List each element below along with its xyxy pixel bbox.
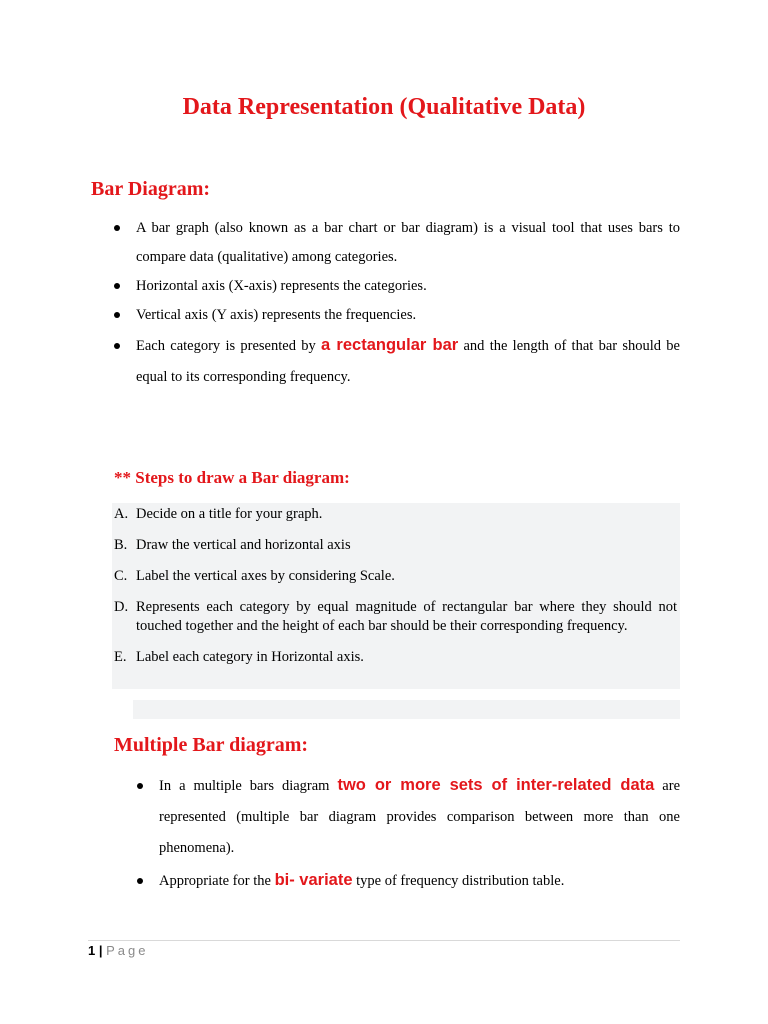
page-footer <box>88 943 149 958</box>
step-item: D. Represents each category by equal magnitude of rectangular bar where they should not touched together and the height of each bar should be their corresponding frequency. <box>114 599 677 634</box>
step-item: C. Label the vertical axes by considering Scale. <box>114 568 395 584</box>
steps-heading: ** Steps to draw a Bar diagram: <box>114 468 350 487</box>
bullet-icon <box>137 878 143 884</box>
page-number: 1 <box>88 943 96 958</box>
highlight-text: two or more sets of inter-related data <box>337 776 655 794</box>
step-item: A. Decide on a title for your graph. <box>114 506 323 522</box>
bullet-icon <box>114 283 120 289</box>
steps-background-extension <box>133 700 680 719</box>
steps-list <box>114 503 677 667</box>
step-item: B. Draw the vertical and horizontal axis <box>114 537 351 553</box>
list-item: A bar graph (also known as a bar chart or bar diagram) is a visual tool that uses bars to compare data (qualitative) among categories. <box>110 214 680 272</box>
bullet-icon <box>114 312 120 318</box>
highlight-text: a rectangular bar <box>321 336 459 354</box>
bullet-icon <box>114 225 120 231</box>
bullet-icon <box>137 783 143 789</box>
list-item: Horizontal axis (X-axis) represents the categories. <box>110 272 680 301</box>
footer-separator: | <box>98 943 103 958</box>
highlight-text: bi- variate <box>274 871 353 889</box>
list-item: Vertical axis (Y axis) represents the frequencies. <box>110 301 680 330</box>
multiple-bar-bullet-list <box>133 770 680 897</box>
list-item: Each category is presented by a rectangular bar and the length of that bar should be equal to its corresponding frequency. <box>110 330 680 393</box>
bar-diagram-bullet-list <box>110 214 680 393</box>
page-title: Data Representation (Qualitative Data) <box>182 94 586 120</box>
multiple-bar-heading: Multiple Bar diagram: <box>114 734 309 756</box>
bar-diagram-heading: Bar Diagram: <box>91 178 211 200</box>
bullet-icon <box>114 343 120 349</box>
footer-divider <box>88 940 680 941</box>
list-item: In a multiple bars diagram two or more sets of inter-related data are represented (multiple bar diagram provides comparison between more than one phenomena). <box>133 770 680 864</box>
list-item: Appropriate for the bi- variate type of frequency distribution table. <box>133 865 680 897</box>
page-label: Page <box>106 943 149 958</box>
step-item: E. Label each category in Horizontal axis. <box>114 649 364 665</box>
